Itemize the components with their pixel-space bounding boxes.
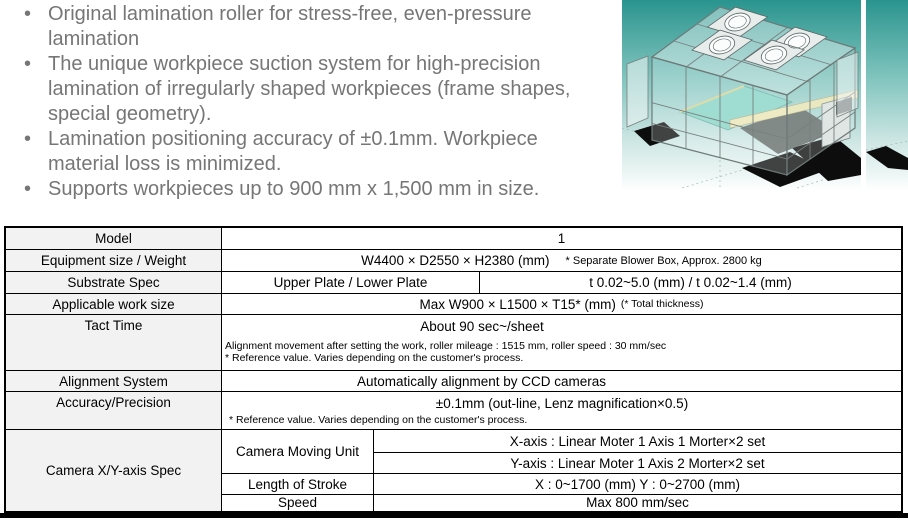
row-model <box>6 228 901 250</box>
bullet-text: Lamination positioning accuracy of ±0.1mm. Workpiece material loss is minimized. <box>48 128 538 175</box>
substrate-value-cell: t 0.02~5.0 (mm) / t 0.02~1.4 (mm) <box>589 275 792 290</box>
length-of-stroke-value-cell: X : 0~1700 (mm) Y : 0~2700 (mm) <box>534 476 741 492</box>
camera-moving-unit-label-cell: Camera Moving Unit <box>222 430 374 473</box>
alignment-value: Automatically alignment by CCD cameras <box>356 373 607 389</box>
speed-label-cell: Speed <box>222 495 374 511</box>
row-work-size <box>6 294 901 315</box>
bullet-item <box>16 127 611 177</box>
camera-x-axis-cell: X-axis : Linear Moter 1 Axis 1 Morter×2 set <box>374 430 901 453</box>
model-label-cell: Model <box>6 228 222 249</box>
tact-time-value: About 90 sec~/sheet <box>420 319 544 334</box>
tact-time-label-cell: Tact Time <box>6 315 222 370</box>
accuracy-value-cell <box>222 392 901 429</box>
equipment-note: * Separate Blower Box, Approx. 2800 kg <box>565 254 762 267</box>
model-value-cell: 1 <box>557 231 566 246</box>
machine-3d-render-image <box>622 0 861 190</box>
length-of-stroke-row <box>222 474 901 495</box>
alignment-value-cell <box>222 371 901 391</box>
spec-table <box>4 226 903 513</box>
slide-bottom-border <box>0 513 908 518</box>
bullet-item <box>16 52 611 127</box>
row-camera-spec <box>6 430 901 511</box>
feature-bullet-list <box>16 0 611 202</box>
work-size-label-cell: Applicable work size <box>6 294 222 314</box>
camera-spec-subtable <box>222 430 901 511</box>
substrate-label-cell: Substrate Spec <box>6 272 222 293</box>
tact-time-note-2: * Reference value. Varies depending on the customer's process. <box>225 351 524 364</box>
machine-render-edge-strip <box>866 0 908 190</box>
substrate-plates-cell: Upper Plate / Lower Plate <box>222 272 480 293</box>
right-door-panel <box>837 52 858 117</box>
alignment-label-cell: Alignment System <box>6 371 222 391</box>
work-size-note: (* Total thickness) <box>620 298 704 310</box>
bullet-item <box>16 2 611 52</box>
row-tact-time <box>6 315 901 371</box>
equipment-value: W4400 × D2550 × H2380 (mm) <box>361 253 550 268</box>
camera-y-axis-cell: Y-axis : Linear Moter 1 Axis 2 Morter×2 set <box>510 455 765 471</box>
bullet-text: Original lamination roller for stress-free, even-pressure lamination <box>48 3 532 50</box>
camera-moving-unit-rows <box>222 430 901 474</box>
accuracy-label-cell: Accuracy/Precision <box>6 392 222 429</box>
speed-value-cell: Max 800 mm/sec <box>586 495 689 510</box>
row-alignment-system <box>6 371 901 392</box>
length-of-stroke-label-cell: Length of Stroke <box>222 474 374 494</box>
tact-time-note-1: Alignment movement after setting the work, roller mileage : 1515 mm, roller speed : 30 mm/sec <box>225 340 667 352</box>
equipment-label-cell: Equipment size / Weight <box>6 250 222 271</box>
row-accuracy <box>6 392 901 430</box>
speed-row <box>222 495 901 511</box>
equipment-value-cell <box>222 250 901 271</box>
work-size-value-cell <box>222 294 901 314</box>
accuracy-note: * Reference value. Varies depending on the customer's process. <box>229 414 528 426</box>
accuracy-value: ±0.1mm (out-line, Lenz magnification×0.5) <box>435 396 689 411</box>
bullet-text: The unique workpiece suction system for high-precision lamination of irregularly shaped workpieces (frame shapes, special geometry). <box>48 53 571 125</box>
tact-time-value-cell <box>222 315 901 370</box>
work-size-value: Max W900 × L1500 × T15* (mm) <box>419 296 616 312</box>
camera-spec-label-cell: Camera X/Y-axis Spec <box>6 430 222 511</box>
bullet-text: Supports workpieces up to 900 mm x 1,500 mm in size. <box>48 178 540 200</box>
row-substrate-spec <box>6 272 901 294</box>
row-equipment-size <box>6 250 901 272</box>
left-door-panel <box>627 56 648 127</box>
bullet-item <box>16 177 611 202</box>
